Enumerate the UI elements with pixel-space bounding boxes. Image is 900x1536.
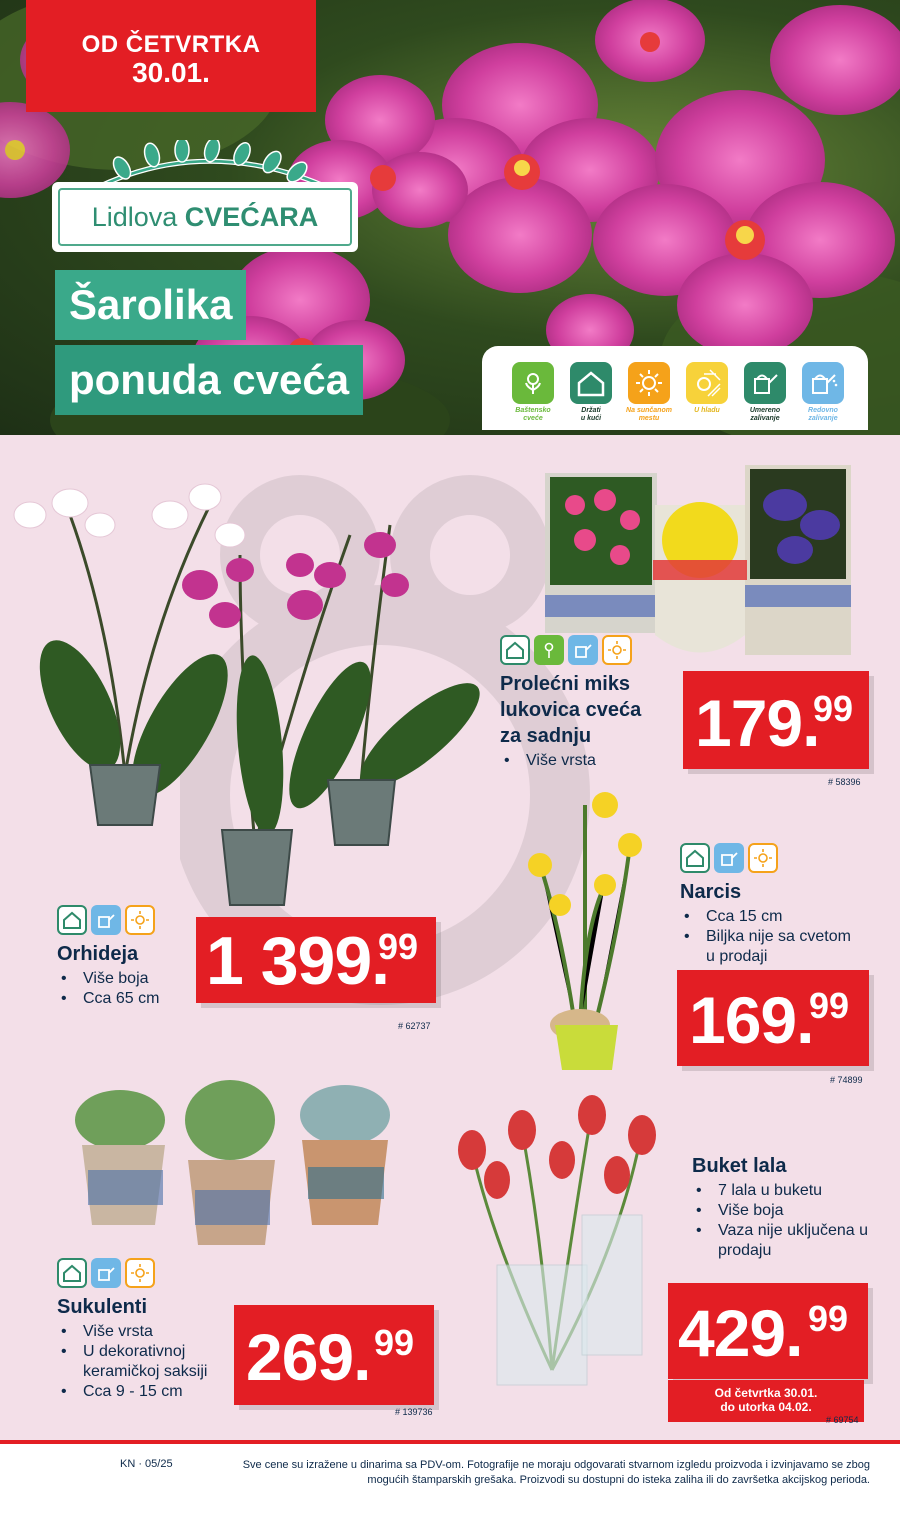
- headline-line1: Šarolika: [55, 270, 246, 340]
- watering-can-icon: [744, 362, 786, 404]
- care-legend-item: [624, 362, 674, 423]
- house-icon: [57, 1258, 87, 1288]
- validity-line1: Od četvrtka 30.01.: [714, 1386, 818, 1400]
- sun-icon: [628, 362, 670, 404]
- product-bullet: • Više vrsta: [57, 1322, 237, 1342]
- product-bullet: • 7 lala u buketu: [692, 1181, 882, 1201]
- product-bullet: • Vaza nije uključena u prodaju: [692, 1221, 882, 1261]
- validity-line2: do utorka 04.02.: [720, 1400, 812, 1414]
- product-bullet: • U dekorativnoj keramičkoj saksiji: [57, 1342, 237, 1382]
- succulents-image: [70, 1075, 390, 1255]
- product-name: lukovica cveća: [500, 699, 642, 721]
- disclaimer-line1: Sve cene su izražene u dinarima sa PDV-om. Fotografije ne moraju odgovarati stvarnom izgledu proizvoda i izvinjavamo se zbog: [242, 1459, 870, 1471]
- footer: [0, 1440, 900, 1536]
- care-label: cveće: [523, 415, 543, 422]
- care-legend-item: [508, 362, 558, 423]
- product-sku: # 58396: [828, 777, 861, 787]
- care-label: Na sunčanom: [626, 407, 672, 414]
- product-name: Orhideja: [57, 943, 139, 965]
- product-bullet: • Cca 9 - 15 cm: [57, 1382, 237, 1402]
- care-label: zalivanje: [808, 415, 838, 422]
- price-main: 269.: [246, 1320, 371, 1394]
- care-label: Redovno: [808, 407, 838, 414]
- date-banner: [26, 0, 316, 112]
- price-tag-orhideja: [196, 917, 436, 1003]
- sun-icon: [602, 635, 632, 665]
- sun-icon: [125, 905, 155, 935]
- product-bullet: • Cca 15 cm: [680, 907, 860, 927]
- care-label: mestu: [638, 415, 660, 422]
- date-banner-line2: 30.01.: [132, 57, 210, 88]
- price-decimal: 99: [809, 985, 850, 1026]
- lidlova-cvecara-logo: [52, 140, 358, 252]
- tulip-bouquet-image: [432, 1090, 677, 1390]
- product-bullet: • Više boja: [57, 969, 159, 989]
- care-label: Baštensko: [515, 407, 551, 414]
- care-label: Umereno: [749, 407, 781, 414]
- care-label: zalivanje: [750, 415, 780, 422]
- shade-icon: [686, 362, 728, 404]
- price-decimal: 99: [378, 926, 419, 967]
- care-legend-item: [566, 362, 616, 423]
- house-icon: [570, 362, 612, 404]
- date-banner-line1: OD ČETVRTKA: [81, 31, 261, 58]
- footer-divider: [0, 1440, 900, 1444]
- product-name: Prolećni miks: [500, 673, 631, 695]
- watering-can-icon: [568, 635, 598, 665]
- sun-icon: [125, 1258, 155, 1288]
- price-main: 1 399.: [206, 923, 390, 999]
- price-decimal: 99: [813, 688, 854, 729]
- garden-flower-icon: [512, 362, 554, 404]
- price-main: 179.: [695, 686, 820, 760]
- price-tag-buket-lala: [668, 1283, 868, 1379]
- product-name: Narcis: [680, 881, 742, 903]
- care-label: Držati: [581, 407, 601, 414]
- price-decimal: 99: [808, 1298, 849, 1339]
- product-bullet: • Biljka nije sa cvetom u prodaji: [680, 927, 860, 967]
- product-bullet: • Više boja: [692, 1201, 882, 1221]
- price-main: 169.: [689, 983, 814, 1057]
- house-icon: [680, 843, 710, 873]
- house-icon: [57, 905, 87, 935]
- price-tag-narcis: [677, 970, 869, 1066]
- care-legend-item: [740, 362, 790, 423]
- product-name: Buket lala: [692, 1155, 787, 1177]
- product-sku: # 139736: [395, 1407, 433, 1417]
- logo-text-cvecara: CVEĆARA: [184, 202, 319, 232]
- care-legend-panel: [482, 346, 868, 430]
- price-main: 429.: [678, 1296, 803, 1370]
- hero-banner: [0, 0, 900, 435]
- product-lukovice: [500, 635, 641, 771]
- logo-text-lidlova: Lidlova: [91, 202, 178, 232]
- product-sukulenti: [57, 1258, 237, 1402]
- care-label: u kući: [580, 415, 602, 422]
- care-label: U hladu: [694, 407, 720, 414]
- price-tag-sukulenti: [234, 1305, 434, 1405]
- price-tag-lukovice: [683, 671, 869, 769]
- footer-disclaimer: [210, 1458, 870, 1488]
- product-bullet: • Više vrsta: [500, 751, 641, 771]
- product-narcis: [680, 843, 860, 967]
- daffodil-image: [520, 785, 650, 1075]
- care-legend-item: [682, 362, 732, 415]
- product-buket-lala: [692, 1153, 882, 1261]
- product-sku: # 62737: [398, 1021, 431, 1031]
- price-decimal: 99: [374, 1322, 415, 1363]
- sun-icon: [748, 843, 778, 873]
- product-name: Sukulenti: [57, 1296, 148, 1318]
- watering-can-icon: [91, 1258, 121, 1288]
- watering-can-icon: [714, 843, 744, 873]
- product-name: za sadnju: [500, 725, 592, 747]
- garden-flower-icon: [534, 635, 564, 665]
- products-area: [0, 435, 900, 1440]
- watering-can-icon: [91, 905, 121, 935]
- product-bullet: • Cca 65 cm: [57, 989, 159, 1009]
- disclaimer-line2: mogućih štamparskih grešaka. Proizvodi su dostupni do isteka zaliha ili do završetka akcijskog perioda.: [367, 1474, 870, 1486]
- product-orhideja: [57, 905, 159, 1009]
- care-legend-item: [798, 362, 848, 423]
- product-sku: # 69754: [826, 1415, 859, 1425]
- orchid-plants-image: [0, 475, 480, 915]
- watering-can-icon: [802, 362, 844, 404]
- product-sku: # 74899: [830, 1075, 863, 1085]
- headline-line2: ponuda cveća: [55, 345, 363, 415]
- catalog-code: KN · 05/25: [120, 1458, 173, 1470]
- house-icon: [500, 635, 530, 665]
